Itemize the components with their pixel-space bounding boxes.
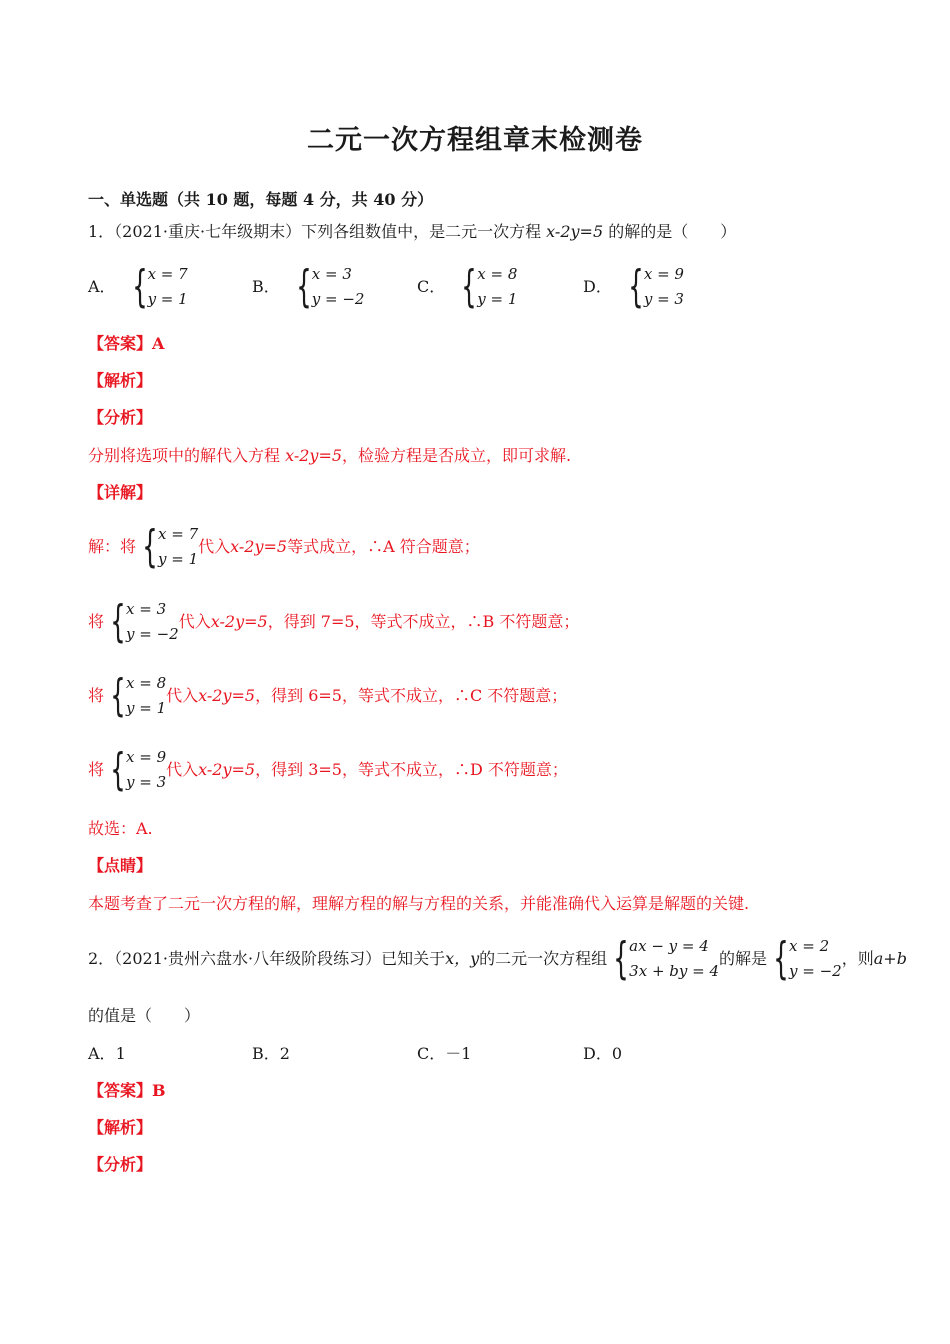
option-label: A． [88, 277, 116, 296]
text-fragment: 代入 [166, 686, 199, 705]
option-label: B． [252, 1044, 280, 1063]
option-label: A． [88, 1044, 116, 1063]
q1-step-2 [88, 597, 579, 647]
q2-stem-line2: 的值是（ ） [88, 1006, 201, 1025]
q1-fenxi-label: 【分析】 [88, 408, 153, 427]
text-fragment: 解：将 [88, 537, 137, 556]
equation: x-2y=5 [210, 612, 268, 631]
option-value: 1 [115, 1044, 126, 1063]
brace-icon: { [628, 261, 644, 312]
q1-stem-pre: 1．（2021·重庆·七年级期末）下列各组数值中，是二元一次方程 [88, 222, 547, 241]
brace-icon: { [110, 670, 126, 721]
brace-icon: { [131, 261, 148, 312]
equation-system [455, 262, 517, 312]
q1-stem-post: 的解的是（ ） [603, 222, 737, 241]
system-row: y = 3 [126, 773, 167, 791]
q1-answer: 【答案】A [88, 334, 165, 353]
q2-option-d [583, 1042, 622, 1066]
system-row: x = 9 [643, 265, 684, 283]
brace-icon: { [461, 261, 477, 312]
equation-system [136, 522, 198, 572]
q1-dianjing-label: 【点睛】 [88, 856, 153, 875]
text-fragment: 等式成立，∴A 符合题意； [287, 537, 480, 556]
page-title: 二元一次方程组章末检测卷 [307, 125, 643, 156]
q1-step-1 [88, 522, 480, 572]
system-row: x = 2 [789, 937, 830, 955]
text-fragment: ，则 [841, 949, 874, 968]
text-fragment: 将 [88, 612, 105, 631]
option-value: －1 [445, 1044, 472, 1063]
option-label: C． [417, 277, 446, 296]
system-row: y = 1 [477, 290, 518, 308]
q2-option-b [252, 1042, 290, 1066]
text-fragment: 的二元一次方程组 [479, 949, 608, 968]
system-row: 3x + by = 4 [629, 962, 720, 980]
q1-stem-equation: x-2y=5 [546, 222, 604, 241]
equation: x-2y=5 [198, 686, 256, 705]
brace-icon: { [110, 744, 126, 795]
q2-jiexi-label: 【解析】 [88, 1118, 153, 1137]
system-row: y = −2 [789, 962, 842, 980]
system-row: y = 3 [643, 290, 684, 308]
text-fragment: ，得到 7=5，等式不成立，∴B 不符题意； [267, 612, 580, 631]
brace-icon: { [613, 933, 629, 984]
equation: x-2y=5 [230, 537, 288, 556]
brace-icon: { [773, 933, 789, 984]
q2-fenxi-label: 【分析】 [88, 1155, 153, 1174]
text-fragment: ，得到 6=5，等式不成立，∴C 不符题意； [255, 686, 568, 705]
text-fragment: 分别将选项中的解代入方程 [88, 446, 286, 465]
system-row: x = 3 [311, 265, 352, 283]
text-fragment: 代入 [198, 537, 231, 556]
text-fragment: ，检验方程是否成立，即可求解. [342, 446, 572, 465]
system-row: x = 9 [126, 748, 167, 766]
brace-icon: { [110, 596, 126, 647]
equation: x-2y=5 [285, 446, 343, 465]
system-row: y = 1 [147, 290, 188, 308]
q1-conclusion: 故选：A. [88, 819, 153, 838]
q1-step-4 [88, 745, 568, 795]
q1-option-d [583, 262, 684, 312]
brace-icon: { [296, 261, 312, 312]
variables: x，y [445, 949, 480, 968]
question-2-stem [88, 934, 907, 984]
section-heading: 一、单选题（共 10 题，每题 4 分，共 40 分） [88, 190, 434, 209]
equation-system [622, 262, 684, 312]
equation-system [126, 262, 188, 312]
equation-system [607, 934, 719, 984]
text-fragment: 将 [88, 686, 105, 705]
q1-option-c [417, 262, 517, 312]
option-value: 0 [611, 1044, 623, 1063]
system-row: ax − y = 4 [629, 937, 709, 955]
system-row: x = 8 [477, 265, 518, 283]
equation-system [104, 671, 166, 721]
option-value: 2 [279, 1044, 290, 1063]
text-fragment: 将 [88, 760, 105, 779]
system-row: x = 3 [126, 600, 167, 618]
q1-xiangjie-label: 【详解】 [88, 483, 153, 502]
text-fragment: 2．（2021·贵州六盘水·八年级阶段练习）已知关于 [88, 949, 446, 968]
expression: a+b [873, 949, 907, 968]
q1-option-a [88, 262, 188, 312]
text-fragment: 的解是 [719, 949, 768, 968]
system-row: x = 7 [147, 265, 188, 283]
brace-icon: { [142, 521, 158, 572]
q1-fenxi-text [88, 444, 571, 468]
question-1-stem [88, 220, 736, 244]
q1-dianjing-text: 本题考查了二元一次方程的解，理解方程的解与方程的关系，并能准确代入运算是解题的关键. [88, 894, 750, 913]
q2-option-c [417, 1042, 471, 1066]
text-fragment: 代入 [166, 760, 199, 779]
system-row: y = −2 [311, 290, 365, 308]
option-label: D． [583, 277, 612, 296]
system-row: y = 1 [158, 550, 199, 568]
q2-answer: 【答案】B [88, 1081, 166, 1100]
system-row: y = −2 [126, 625, 179, 643]
text-fragment: 代入 [178, 612, 211, 631]
option-label: B． [252, 277, 280, 296]
equation-system [104, 597, 179, 647]
option-label: D． [583, 1044, 612, 1063]
q2-option-a [88, 1042, 126, 1066]
q1-step-3 [88, 671, 567, 721]
q1-jiexi-label: 【解析】 [88, 371, 153, 390]
system-row: x = 7 [158, 525, 199, 543]
equation-system [290, 262, 365, 312]
equation: x-2y=5 [198, 760, 256, 779]
text-fragment: ，得到 3=5，等式不成立，∴D 不符题意； [255, 760, 568, 779]
equation-system [104, 745, 166, 795]
system-row: y = 1 [126, 699, 167, 717]
option-label: C． [417, 1044, 446, 1063]
q1-option-b [252, 262, 364, 312]
equation-system [767, 934, 842, 984]
system-row: x = 8 [126, 674, 167, 692]
